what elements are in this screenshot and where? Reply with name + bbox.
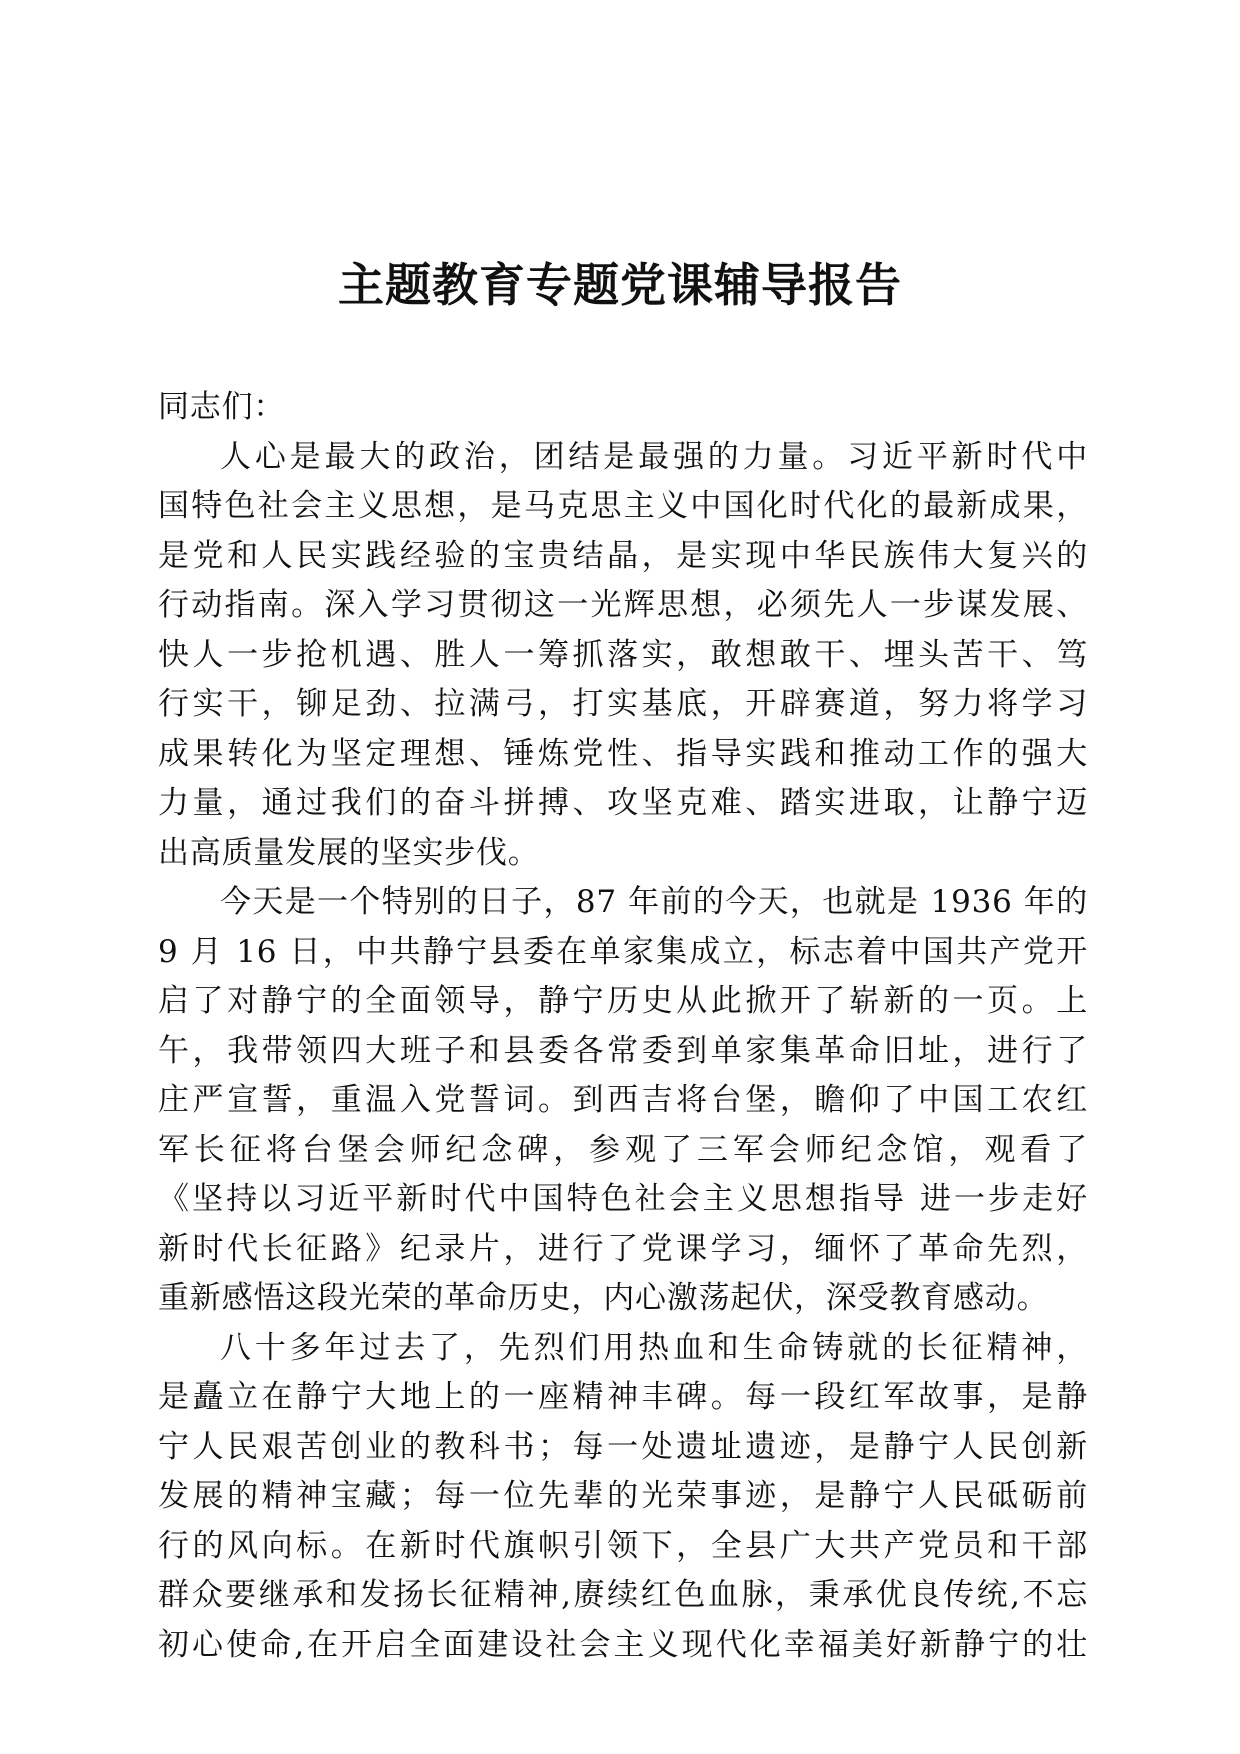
paragraph-line: 9 月 16 日，中共静宁县委在单家集成立，标志着中国共产党开 — [158, 933, 1088, 970]
paragraph-line: 军长征将台堡会师纪念碑，参观了三军会师纪念馆，观看了 — [158, 1131, 1088, 1168]
paragraph-line: 新时代长征路》纪录片，进行了党课学习，缅怀了革命先烈， — [158, 1230, 1088, 1267]
paragraph-line: 力量，通过我们的奋斗拼搏、攻坚克难、踏实进取，让静宁迈 — [158, 785, 1088, 821]
salutation: 同志们： — [158, 389, 286, 425]
paragraph-line: 行的风向标。在新时代旗帜引领下，全县广大共产党员和干部 — [158, 1527, 1088, 1564]
paragraph-line: 庄严宣誓，重温入党誓词。到西吉将台堡，瞻仰了中国工农红 — [158, 1082, 1088, 1118]
paragraph-line: 初心使命,在开启全面建设社会主义现代化幸福美好新静宁的壮 — [158, 1626, 1088, 1663]
paragraph-line: 成果转化为坚定理想、锤炼党性、指导实践和推动工作的强大 — [158, 735, 1088, 772]
paragraph-1 — [158, 433, 1088, 879]
paragraph-line: 行动指南。深入学习贯彻这一光辉思想，必须先人一步谋发展、 — [158, 587, 1088, 623]
paragraph-line: 人心是最大的政治，团结是最强的力量。习近平新时代中 — [220, 438, 1088, 475]
paragraph-line: 午，我带领四大班子和县委各常委到单家集革命旧址，进行了 — [158, 1032, 1088, 1069]
paragraph-line: 启了对静宁的全面领导，静宁历史从此掀开了崭新的一页。上 — [158, 983, 1088, 1019]
paragraph-line: 今天是一个特别的日子，87 年前的今天，也就是 1936 年的 — [220, 884, 1088, 920]
paragraph-line: 快人一步抢机遇、胜人一筹抓落实，敢想敢干、埋头苦干、笃 — [158, 636, 1088, 673]
paragraph-2 — [158, 878, 1088, 1324]
paragraph-line: 发展的精神宝藏；每一位先辈的光荣事迹，是静宁人民砥砺前 — [158, 1478, 1088, 1514]
paragraph-3 — [158, 1324, 1088, 1671]
paragraph-line: 行实干，铆足劲、拉满弓，打实基底，开辟赛道，努力将学习 — [158, 686, 1088, 722]
paragraph-line: 是矗立在静宁大地上的一座精神丰碑。每一段红军故事，是静 — [158, 1379, 1088, 1415]
paragraph-line: 出高质量发展的坚实步伐。 — [158, 834, 540, 871]
paragraph-line: 八十多年过去了，先烈们用热血和生命铸就的长征精神， — [220, 1329, 1088, 1366]
paragraph-line: 重新感悟这段光荣的革命历史，内心激荡起伏，深受教育感动。 — [158, 1280, 1049, 1316]
document-body — [158, 383, 1088, 1670]
paragraph-line: 《坚持以习近平新时代中国特色社会主义思想指导 进一步走好 — [158, 1181, 1088, 1217]
paragraph-line: 国特色社会主义思想，是马克思主义中国化时代化的最新成果， — [158, 488, 1088, 524]
paragraph-line: 宁人民艰苦创业的教科书；每一处遗址遗迹，是静宁人民创新 — [158, 1428, 1088, 1465]
paragraph-line: 是党和人民实践经验的宝贵结晶，是实现中华民族伟大复兴的 — [158, 537, 1088, 574]
paragraph-line: 群众要继承和发扬长征精神,赓续红色血脉，秉承优良传统,不忘 — [158, 1577, 1088, 1613]
document-title: 主题教育专题党课辅导报告 — [338, 258, 902, 312]
